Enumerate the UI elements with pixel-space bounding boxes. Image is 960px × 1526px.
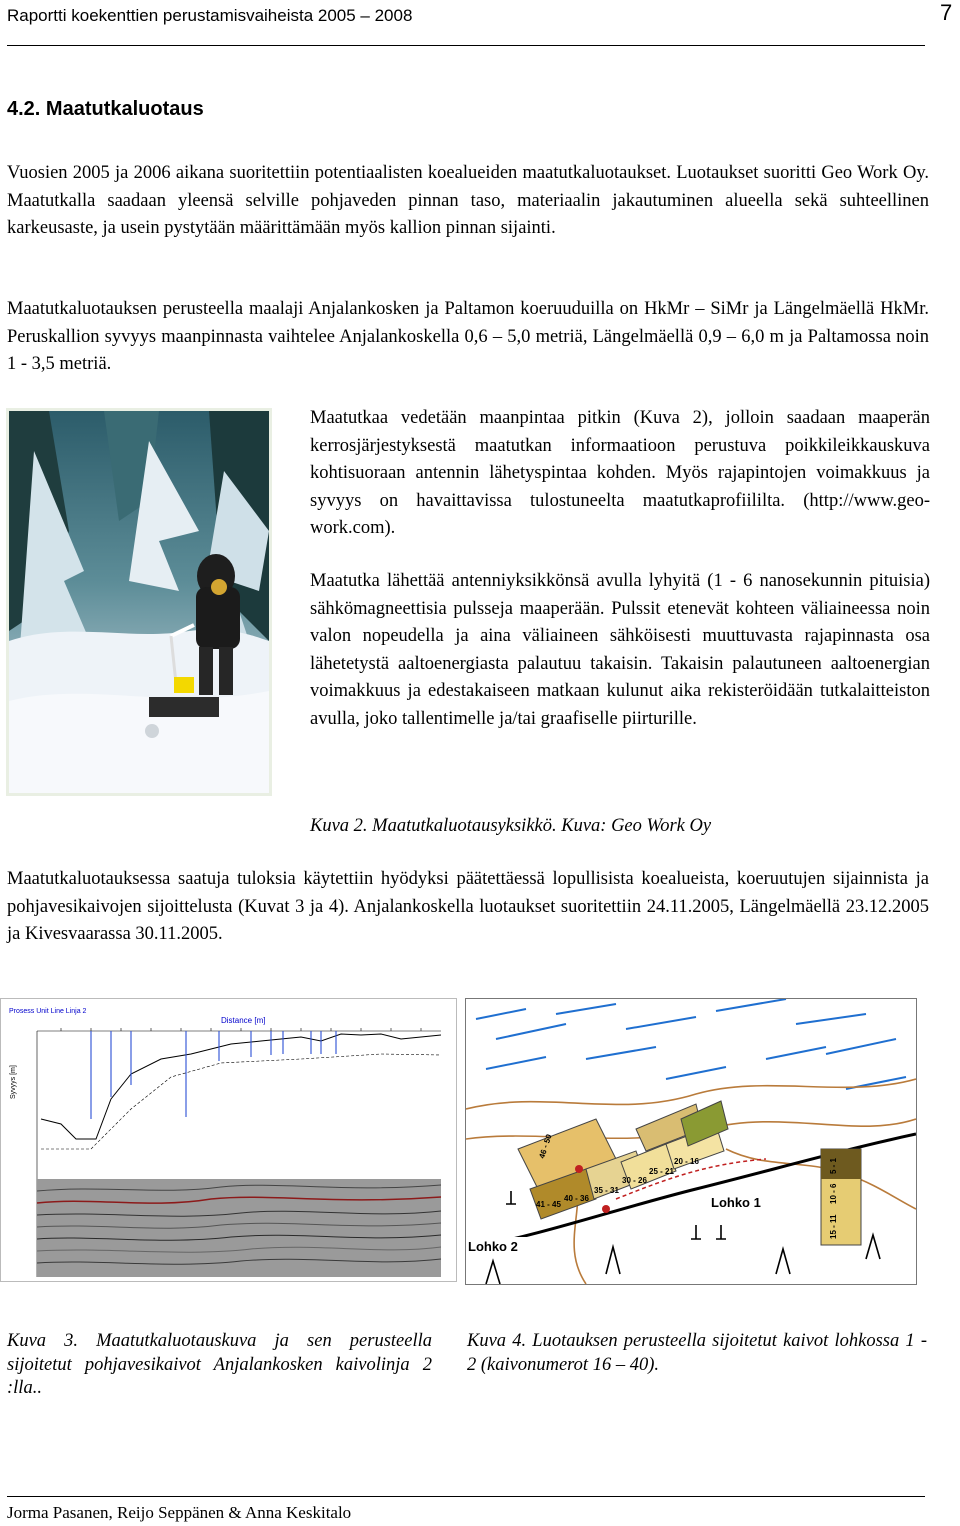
radar-unit-photo [6, 408, 272, 796]
paragraph-3: Maatutkaa vedetään maanpintaa pitkin (Kuva 2), jolloin saadaan maaperän kerrosjärjestyksestä maatutkan informaatioon perustuva poikkileikkauskuva kohtisuoraan antennin lähetyspintaa kohden. Myös rajapintojen voimakkuus ja syvyys on havaittavissa tulostuneelta maatutkaprofiililta. (http://www.geo-work.com). [310, 408, 930, 538]
section-heading: 4.2. Maatutkaluotaus [7, 98, 204, 120]
radar-profile-figure [0, 998, 457, 1282]
header-rule [7, 45, 925, 46]
depth-axis-label: Syvyys [m] [10, 1065, 17, 1099]
lohko-2-label: Lohko 2 [468, 1239, 518, 1254]
svg-text:15 - 11: 15 - 11 [829, 1214, 838, 1239]
svg-text:40 - 36: 40 - 36 [564, 1194, 589, 1203]
svg-text:35 - 31: 35 - 31 [594, 1186, 619, 1195]
radar-profile-image [1, 999, 456, 1281]
well-markers [91, 1031, 336, 1119]
caption-kuva-4: Kuva 4. Luotauksen perusteella sijoitetut kaivot lohkossa 1 - 2 (kaivonumerot 16 – 40). [467, 1331, 927, 1375]
map-image [466, 999, 916, 1284]
svg-text:5 - 1: 5 - 1 [829, 1157, 838, 1174]
footer-authors: Jorma Pasanen, Reijo Seppänen & Anna Keskitalo [7, 1503, 352, 1522]
snow-forest-image [9, 411, 269, 793]
report-title: Raportti koekenttien perustamisvaiheista 2005 – 2008 [7, 6, 413, 25]
svg-text:10 - 6: 10 - 6 [829, 1183, 838, 1204]
well-point-marker [602, 1205, 610, 1213]
caption-kuva-3: Kuva 3. Maatutkaluotauskuva ja sen perusteella sijoitetut pohjavesikaivot Anjalankosken kaivolinja 2 :lla.. [7, 1331, 432, 1398]
paragraph-2: Maatutkaluotauksen perusteella maalaji Anjalankosken ja Paltamon koeruuduilla on HkMr – SiMr ja Längelmäellä HkMr. Peruskallion syvyys maanpinnasta vaihtelee Anjalankoskella 0,6 – 5,0 metriä, Längelmäellä 0,9 – 6,0 m ja Paltamossa noin 1 - 3,5 metriä. [7, 299, 929, 374]
svg-text:25 - 21: 25 - 21 [649, 1167, 674, 1176]
paragraph-5: Maatutkaluotauksessa saatuja tuloksia käytettiin hyödyksi päätettäessä lopullisista koealueista, koeruutujen sijainnista ja pohjavesikaivojen sijoittelusta (Kuvat 3 ja 4). Anjalankoskella luotaukset suoritettiin 24.11.2005, Längelmäellä 23.12.2005 ja Kivesvaarassa 30.11.2005. [7, 869, 929, 944]
page-number: 7 [940, 0, 953, 25]
svg-text:41 - 45: 41 - 45 [536, 1200, 561, 1209]
distance-axis-label: Distance [m] [221, 1016, 266, 1025]
footer-rule [7, 1496, 925, 1497]
lohko-1-label: Lohko 1 [711, 1195, 761, 1210]
page-header [7, 4, 925, 44]
paragraph-4: Maatutka lähettää antenniyksikkönsä avulla lyhyitä (1 - 6 nanosekunnin pituisia) sähkömagneettisia pulsseja maaperään. Pulssit etenevät kohteen väliaineessa noin valon nopeudella ja aina väliaineen sähköisesti muuttuvasta rajapinnasta osa lähetetystä aaltoenergiasta palautuu takaisin. Takaisin palautuneen aaltoenergian voimakkuus ja edestakaiseen matkaan kulunut aika rekisteröidään tutkalaitteiston avulla, joko tallentimelle ja/tai graafiselle piirturille. [310, 571, 930, 729]
svg-text:20 - 16: 20 - 16 [674, 1157, 699, 1166]
radar-file-label: Prosess Unit Line Linja 2 [9, 1008, 87, 1015]
caption-kuva-2: Kuva 2. Maatutkaluotausyksikkö. Kuva: Geo Work Oy [310, 816, 712, 836]
paragraph-1: Vuosien 2005 ja 2006 aikana suoritettiin potentiaalisten koealueiden maatutkaluotaukset. Luotaukset suoritti Geo Work Oy. Maatutkalla saadaan yleensä selville pohjaveden pinnan taso, materiaalin jakautuminen alueella sekä suhteellinen karkeusaste, ja usein pystytään määrittämään myös kallion pinnan sijainti. [7, 163, 929, 238]
well-point-marker [575, 1165, 583, 1173]
distance-ticks [61, 1028, 421, 1031]
svg-text:46 - 50: 46 - 50 [537, 1133, 554, 1160]
svg-text:30 - 26: 30 - 26 [622, 1176, 647, 1185]
well-location-map [465, 998, 917, 1285]
